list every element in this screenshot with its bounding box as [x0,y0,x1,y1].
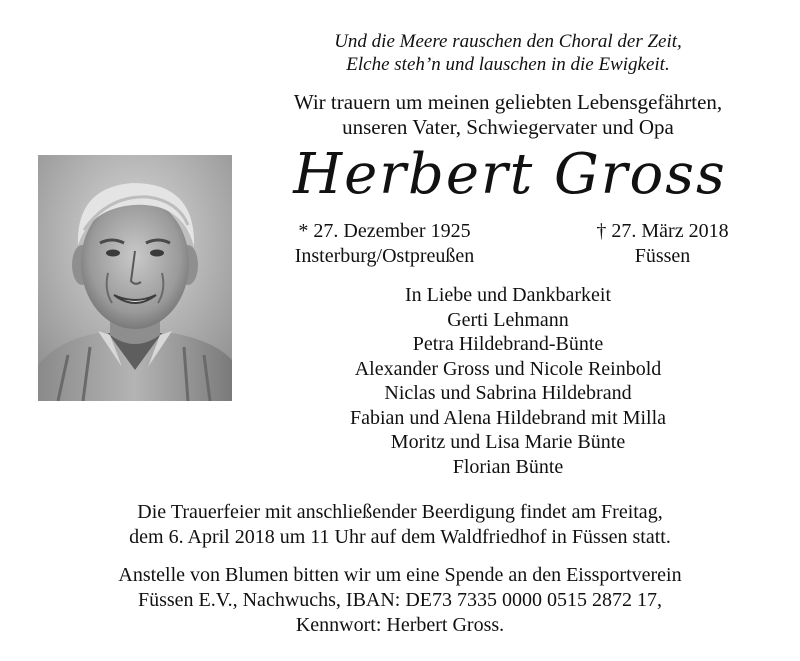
mourners-list [258,283,758,479]
funeral-line: dem 6. April 2018 um 11 Uhr auf dem Waldfriedhof in Füssen statt. [129,526,671,548]
mourner-name: Petra Hildebrand-Bünte [412,333,604,355]
birth-date: * 27. Dezember 1925 [298,220,471,242]
mourner-name: Alexander Gross und Nicole Reinbold [354,357,662,380]
mourner-name: Moritz und Lisa Marie Bünte [390,431,626,453]
mourners-heading: In Liebe und Dankbarkeit [404,284,612,306]
donation-line: Kennwort: Herbert Gross. [295,614,505,636]
intro-line: unseren Vater, Schwiegervater und Opa [342,115,674,139]
funeral-notice [20,500,780,550]
mourner-name: Niclas und Sabrina Hildebrand [384,382,632,404]
mourner-name: Florian Bünte [452,455,564,478]
birth-info [262,219,507,269]
donation-line: Füssen E.V., Nachwuchs, IBAN: DE73 7335 0000 0515 2872 17, [137,589,663,611]
intro-line: Wir trauern um meinen geliebten Lebensgefährten, [293,90,723,114]
mourner-name: Gerti Lehmann [447,308,569,331]
death-info [570,219,755,269]
death-place: Füssen [634,245,691,267]
death-date: † 27. März 2018 [596,220,729,242]
funeral-line: Die Trauerfeier mit anschließender Beerdigung findet am Freitag, [137,501,663,523]
deceased-name: Herbert Gross [293,142,727,207]
mourning-intro [248,90,768,140]
donation-notice [20,563,780,638]
poem-line: Und die Meere rauschen den Choral der Zeit, [334,31,682,52]
portrait-photo [38,155,232,401]
donation-line: Anstelle von Blumen bitten wir um eine Spende an den Eissportverein [118,564,682,586]
mourner-name: Fabian und Alena Hildebrand mit Milla [349,406,667,429]
poem-verse [248,30,768,76]
birth-place: Insterburg/Ostpreußen [294,245,475,267]
poem-line: Elche steh’n und lauschen in die Ewigkeit. [346,54,670,75]
